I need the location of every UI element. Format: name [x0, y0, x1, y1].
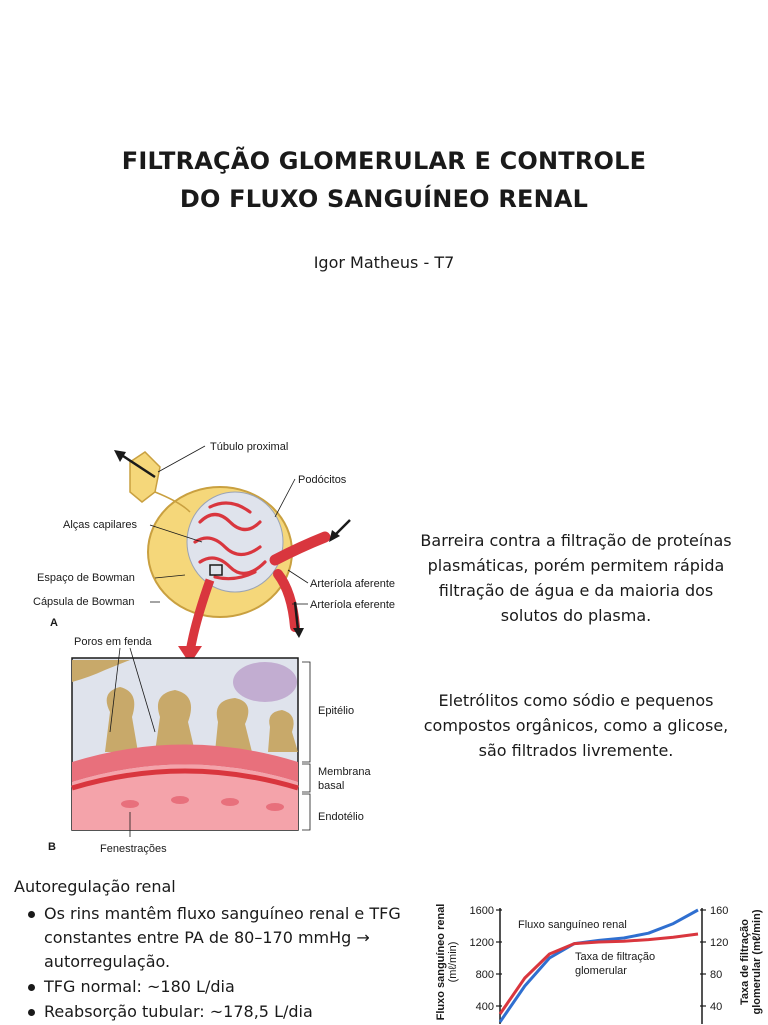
right-tick-label: 120	[710, 937, 729, 949]
chart-svg	[430, 898, 768, 1024]
bullet-list	[22, 902, 422, 1025]
label-panel-a: A	[50, 617, 58, 629]
label-endotelio: Endotélio	[318, 811, 364, 823]
right-axis-unit: glomerular (mℓ/min)	[751, 909, 763, 1015]
right-axis-title: Taxa de filtração	[739, 919, 751, 1005]
label-alcas-capilares: Alças capilares	[63, 519, 137, 531]
label-poros-fenda: Poros em fenda	[74, 636, 152, 648]
title-line-2: DO FLUXO SANGUÍNEO RENAL	[179, 185, 589, 213]
title-line-1: FILTRAÇÃO GLOMERULAR E CONTROLE	[121, 147, 647, 175]
left-tick-label: 1600	[469, 905, 494, 917]
left-tick-label: 1200	[469, 937, 494, 949]
left-tick-label: 400	[475, 1001, 494, 1013]
section-title: Autoregulação renal	[14, 877, 176, 896]
label-espaco-bowman: Espaço de Bowman	[37, 572, 135, 584]
list-item: TFG normal: ~180 L/dia	[22, 975, 422, 999]
legend-label-gfr-a: Taxa de filtração	[575, 951, 656, 963]
legend-label-gfr-b: glomerular	[575, 965, 627, 977]
label-podocitos: Podócitos	[298, 474, 347, 486]
label-fenestracoes: Fenestrações	[100, 843, 167, 855]
autoregulation-chart	[430, 898, 768, 1024]
slide-title	[0, 142, 768, 218]
right-tick-label: 40	[710, 1001, 723, 1013]
legend-label-flow: Fluxo sanguíneo renal	[518, 919, 627, 931]
label-basal: basal	[318, 780, 345, 792]
list-item: Os rins mantêm fluxo sanguíneo renal e TFG constantes entre PA de 80–170 mmHg → autorregulação.	[22, 902, 422, 974]
paragraph-barrier: Barreira contra a filtração de proteínas plasmáticas, porém permitem rápida filtração de água e da maioria dos solutos do plasma.	[420, 531, 732, 625]
glomerulus-svg	[30, 432, 415, 862]
glomerulus-illustration	[30, 432, 415, 862]
filtration-barrier	[72, 658, 298, 830]
author-name: Igor Matheus - T7	[313, 253, 455, 272]
right-tick-label: 160	[710, 905, 729, 917]
label-arteriola-eferente: Arteríola eferente	[310, 599, 395, 611]
list-item: Reabsorção tubular: ~178,5 L/dia	[22, 1000, 422, 1024]
left-tick-label: 800	[475, 969, 494, 981]
left-axis-unit: (mℓ/min)	[447, 941, 459, 983]
label-panel-b: B	[48, 841, 56, 853]
right-tick-label: 80	[710, 969, 723, 981]
label-capsula-bowman: Cápsula de Bowman	[33, 596, 135, 608]
label-tubulo-proximal: Túbulo proximal	[210, 441, 289, 453]
label-epitelio: Epitélio	[318, 705, 355, 717]
paragraph-electrolytes: Eletrólitos como sódio e pequenos compostos orgânicos, como a glicose, são filtrados livremente.	[423, 691, 729, 760]
label-arteriola-aferente: Arteríola aferente	[310, 578, 395, 590]
left-axis-title: Fluxo sanguíneo renal	[435, 903, 447, 1021]
label-membrana: Membrana	[318, 766, 371, 778]
